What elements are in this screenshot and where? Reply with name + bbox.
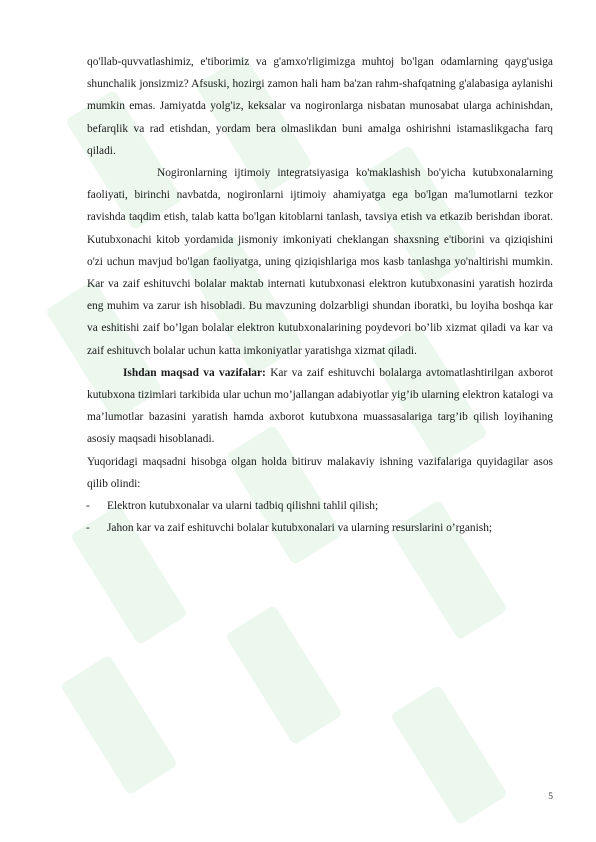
list-marker: - (86, 500, 90, 513)
paragraph-library-activity: Nogironlarning ijtimoiy integratsiyasiga ko'maklashish bo'yicha kutubxonalarning faoliyati, birinchi navbatda, nogironlarni ijtimoiy ahamiyatga ega bo'lgan ma'lumotlarni tezkor ravishda taqdim etish, talab katta bo'lgan kitoblarni tanlash, tavsiya etish va etkazib berishdan iborat. Kutubxonachi kitob yordamida jismoniy imkoniyati cheklangan shaxsning e'tiborini va qiziqishini o'zi uchun mavjud bo'lgan faoliyatga, uning qiziqishlariga mos kasb tanlashga yo'naltirishi mumkin. Kar va zaif eshituvchi bolalar maktab internati kutubxonasi elektron kutubxonasini yaratish hozirda eng muhim va zarur ish hisobladi. Bu mavzuning dolzarbligi shundan iboratki, bu loyiha boshqa kar va eshitishi zaif bo’lgan bolalar elektron kutubxonalarining poydevori bo’lib xizmat qiladi va kar va zaif eshituvch bolalar uchun katta imkoniyatlar yaratishga xizmat qiladi. (87, 167, 553, 357)
goal-text: Kar va zaif eshituvchi bolalarga avtomatlashtirilgan axborot kutubxona tizimlari tarkibida ular uchun mo’jallangan adabiyotlar yig’ib ularning elektron katalogi va ma’lumotlar bazasini yaratish hamda axborot kutubxona muassasalariga targ’ib qilish loyihaning asosiy maqsadi hisoblanadi. (87, 366, 553, 446)
list-item-text: Jahon kar va zaif eshituvchi bolalar kutubxonalari va ularning resurslarini o’rganish; (107, 522, 493, 535)
list-item (87, 517, 553, 539)
list-marker: - (86, 522, 90, 535)
section-heading: Ishdan maqsad va vazifalar: (123, 366, 266, 379)
watermark-shape (390, 685, 508, 826)
document-body (87, 51, 553, 539)
list-item-text: Elektron kutubxonalar va ularni tadbiq qilishni tahlil qilish; (107, 500, 379, 513)
list-item (87, 495, 553, 517)
task-list (87, 495, 553, 539)
watermark-shape (225, 605, 343, 746)
paragraph-tasks-intro: Yuqoridagi maqsadni hisobga olgan holda bitiruv malakaviy ishning vazifalariga quyidagilar asos qilib olindi: (87, 455, 553, 490)
paragraph-intro: qo'llab-quvvatlashimiz, e'tiborimiz va g'amxo'rligimizga muhtoj bo'lgan odamlarning qayg'usiga shunchalik jonsizmiz? Afsuski, hozirgi zamon hali ham ba'zan rahm-shafqatning g'alabasiga aylanishi mumkin emas. Jamiyatda yolg'iz, keksalar va nogironlarga nisbatan munosabat ularga achinishdan, befarqlik va rad etishdan, yordam bera olmaslikdan buni amalga oshirishni istamaslikgacha farq qiladi. (87, 56, 553, 157)
watermark-shape (60, 655, 178, 796)
paragraph-goals (87, 362, 553, 451)
page-number: 5 (548, 792, 553, 802)
